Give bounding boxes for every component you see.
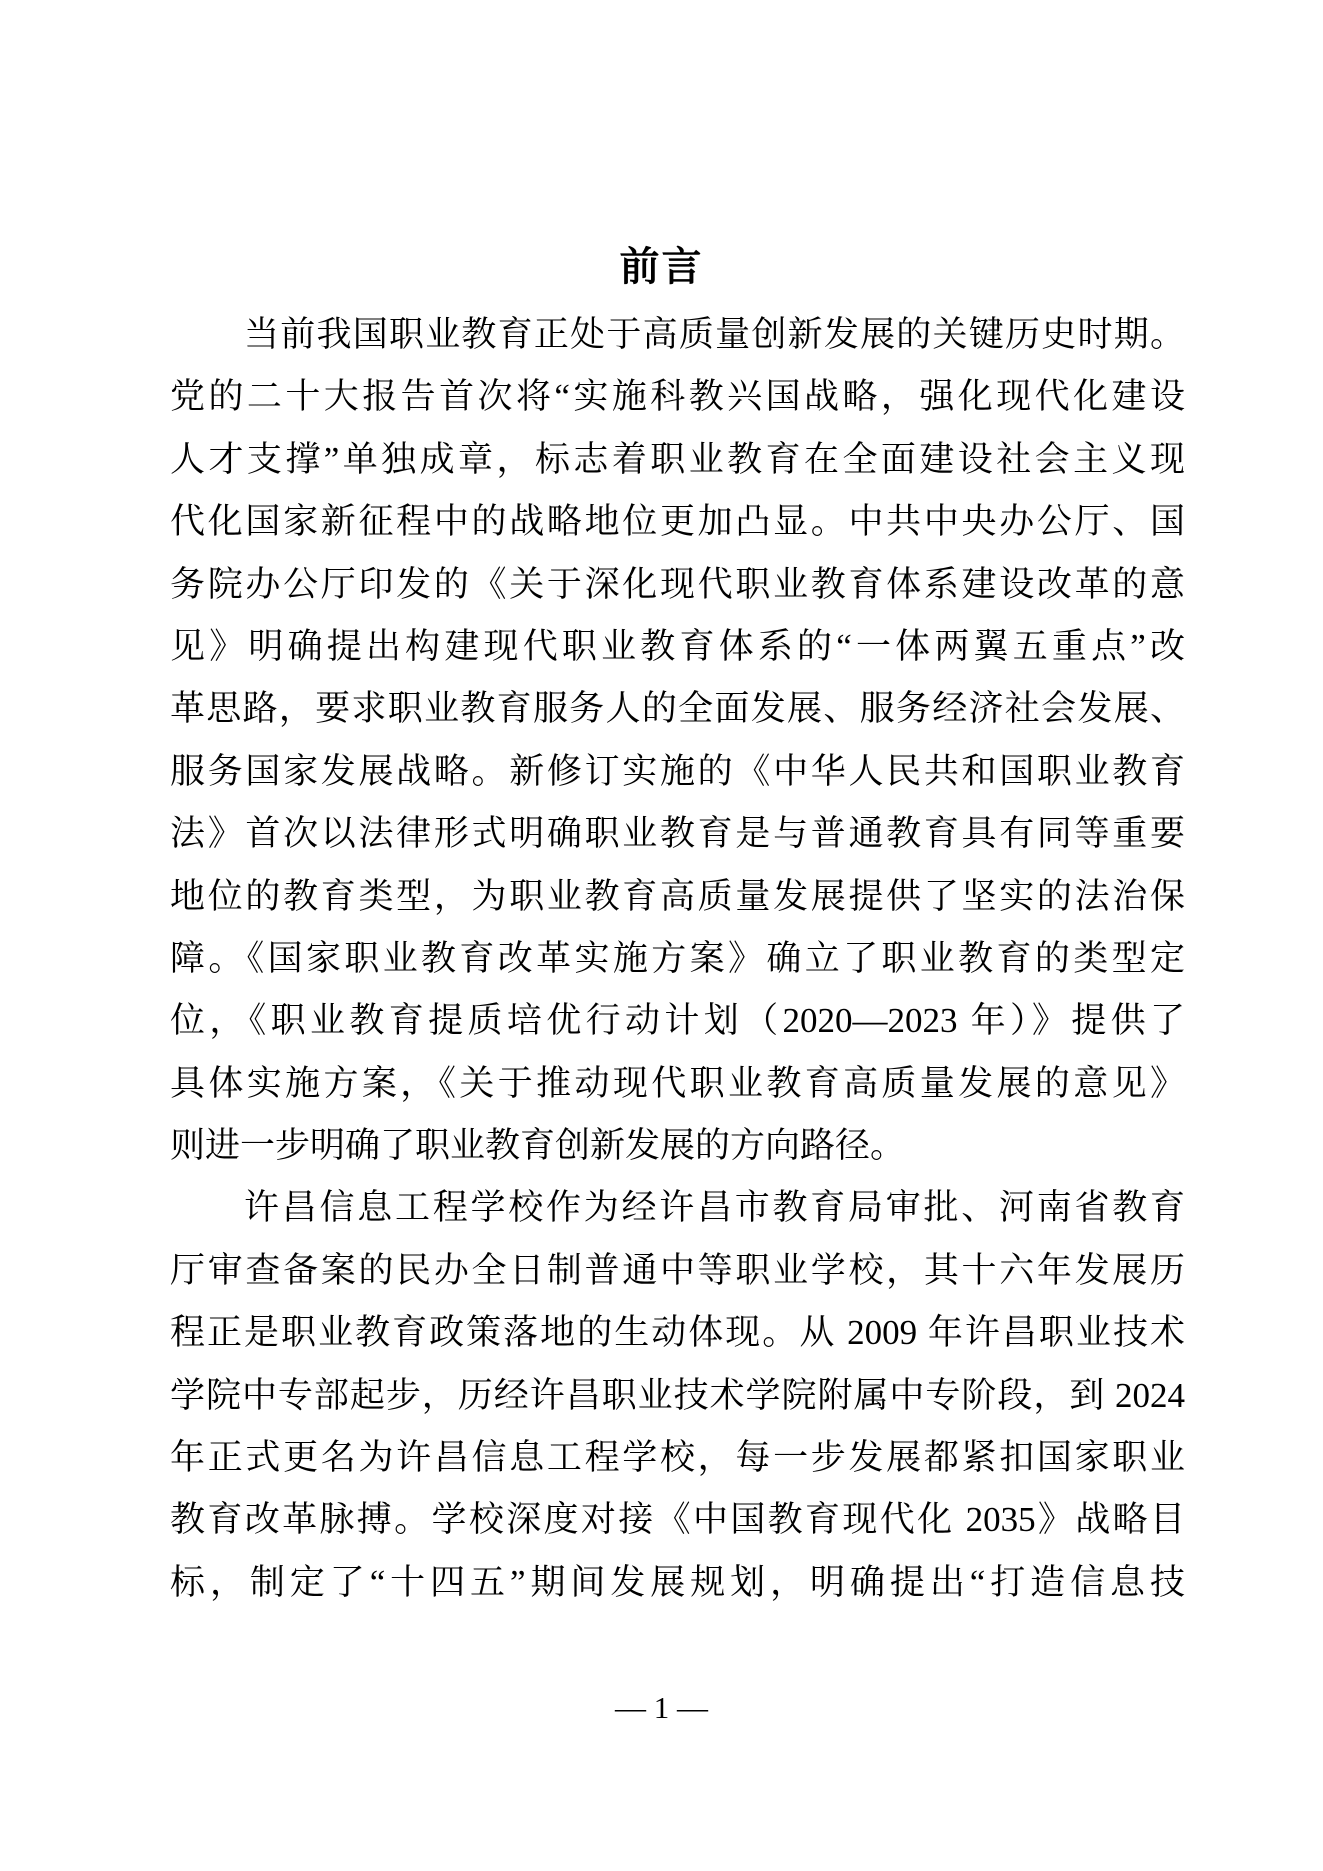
paragraph bbox=[170, 1177, 1185, 1614]
text-line: 则进一步明确了职业教育创新发展的方向路径。 bbox=[170, 1126, 906, 1166]
text-line: 学院中专部起步，历经许昌职业技术学院附属中专阶段，到 2024 bbox=[170, 1375, 1185, 1415]
document-title: 前言 bbox=[619, 245, 704, 289]
text-line: 教育改革脉搏。学校深度对接《中国教育现代化 2035》战略目 bbox=[170, 1500, 1185, 1540]
text-line: 年正式更名为许昌信息工程学校，每一步发展都紧扣国家职业 bbox=[170, 1438, 1185, 1478]
text-line: 当前我国职业教育正处于高质量创新发展的关键历史时期。 bbox=[244, 315, 1185, 354]
text-line: 法》首次以法律形式明确职业教育是与普通教育具有同等重要 bbox=[170, 814, 1185, 854]
text-line: 标，制定了“十四五”期间发展规划，明确提出“打造信息技 bbox=[170, 1562, 1185, 1602]
text-line: 务院办公厅印发的《关于深化现代职业教育体系建设改革的意 bbox=[170, 564, 1185, 604]
paragraph bbox=[170, 304, 1185, 1177]
text-line: 厅审查备案的民办全日制普通中等职业学校，其十六年发展历 bbox=[170, 1250, 1185, 1290]
document-body bbox=[170, 304, 1185, 1614]
text-line: 地位的教育类型，为职业教育高质量发展提供了坚实的法治保 bbox=[170, 876, 1185, 916]
text-line: 具体实施方案，《关于推动现代职业教育高质量发展的意见》 bbox=[170, 1063, 1185, 1103]
page-number: — 1 — bbox=[615, 1690, 708, 1725]
text-line: 革思路，要求职业教育服务人的全面发展、服务经济社会发展、 bbox=[170, 689, 1185, 729]
text-line: 服务国家发展战略。新修订实施的《中华人民共和国职业教育 bbox=[170, 751, 1185, 791]
text-line: 障。《国家职业教育改革实施方案》确立了职业教育的类型定 bbox=[170, 938, 1185, 978]
text-line: 党的二十大报告首次将“实施科教兴国战略，强化现代化建设 bbox=[170, 377, 1185, 417]
text-line: 见》明确提出构建现代职业教育体系的“一体两翼五重点”改 bbox=[170, 626, 1185, 666]
text-line: 位，《职业教育提质培优行动计划（2020—2023 年）》提供了 bbox=[170, 1001, 1185, 1041]
text-line: 代化国家新征程中的战略地位更加凸显。中共中央办公厅、国 bbox=[170, 502, 1185, 542]
text-line: 程正是职业教育政策落地的生动体现。从 2009 年许昌职业技术 bbox=[170, 1313, 1185, 1353]
text-line: 人才支撑”单独成章，标志着职业教育在全面建设社会主义现 bbox=[170, 439, 1185, 479]
text-line: 许昌信息工程学校作为经许昌市教育局审批、河南省教育 bbox=[244, 1188, 1185, 1228]
